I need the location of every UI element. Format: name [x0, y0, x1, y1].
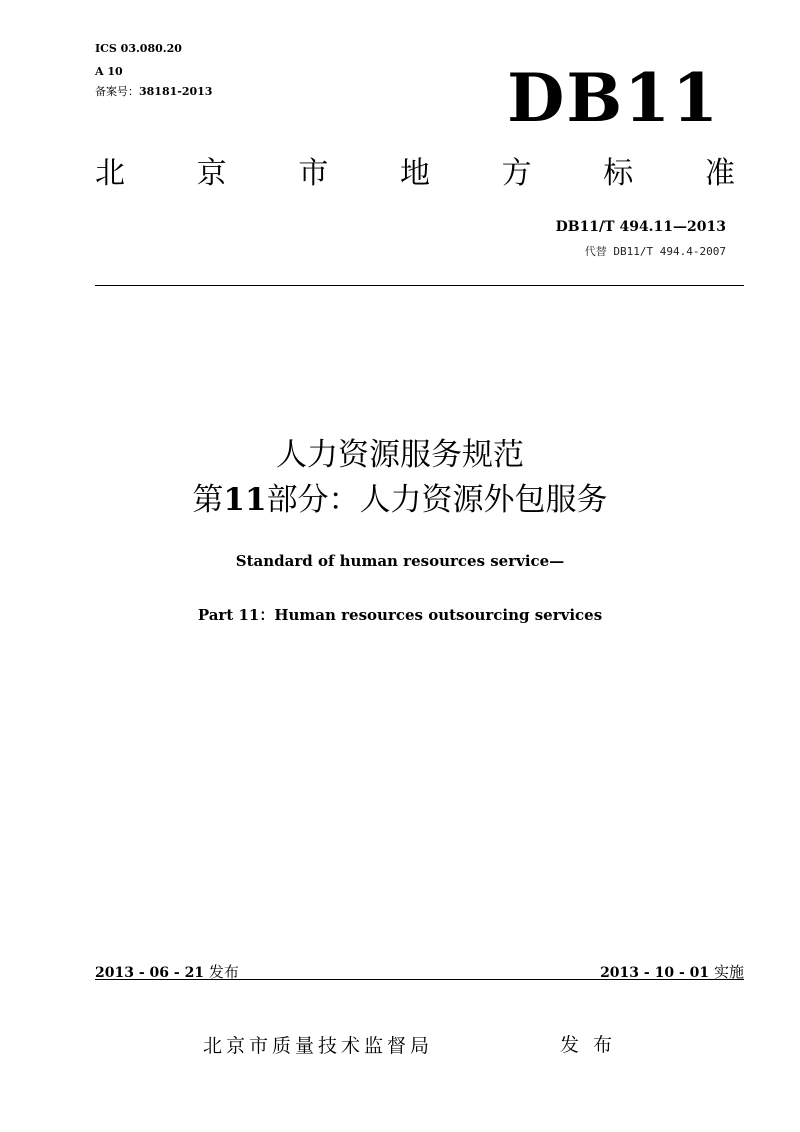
title-part-number: 11 [223, 482, 267, 518]
title-en-line2: Part 11：Human resources outsourcing services [197, 606, 603, 624]
title-cn-line2 [0, 478, 800, 522]
filing-number-line [95, 85, 212, 98]
title-en-line1: Standard of human resources service— [235, 552, 565, 570]
title-cn-line2-prefix: 第 [192, 482, 224, 518]
title-cn-line1: 人力资源服务规范 [276, 437, 524, 473]
filing-number: 38181-2013 [139, 85, 213, 98]
implement-date: 2013 - 10 - 01 [600, 965, 710, 981]
standard-code: DB11/T 494.11—2013 [555, 219, 726, 235]
issuer-action: 发 布 [560, 1034, 617, 1056]
standard-type-char: 标 [603, 156, 634, 191]
standard-type-char: 方 [501, 156, 532, 191]
standard-type-char: 准 [704, 156, 735, 191]
ics-code: ICS 03.080.20 [95, 42, 182, 55]
standard-type-char: 京 [196, 156, 227, 191]
header-divider [95, 285, 744, 286]
standard-type-char: 北 [95, 156, 125, 191]
standard-type-heading [95, 152, 735, 196]
standard-type-char: 地 [399, 156, 430, 191]
issuer-name: 北京市质量技术监督局 [203, 1035, 434, 1057]
standard-type-char: 市 [298, 156, 329, 191]
replaces-standard: 代替 DB11/T 494.4-2007 [584, 245, 726, 258]
title-cn-line2-suffix: 部分：人力资源外包服务 [266, 482, 608, 518]
publish-label: 发布 [208, 963, 239, 981]
db11-logo: DB11 [507, 59, 720, 137]
implement-label: 实施 [713, 963, 744, 981]
footer-divider [95, 979, 744, 980]
publish-date: 2013 - 06 - 21 [95, 965, 205, 981]
classification-code: A 10 [95, 65, 123, 78]
filing-label: 备案号： [95, 85, 139, 98]
